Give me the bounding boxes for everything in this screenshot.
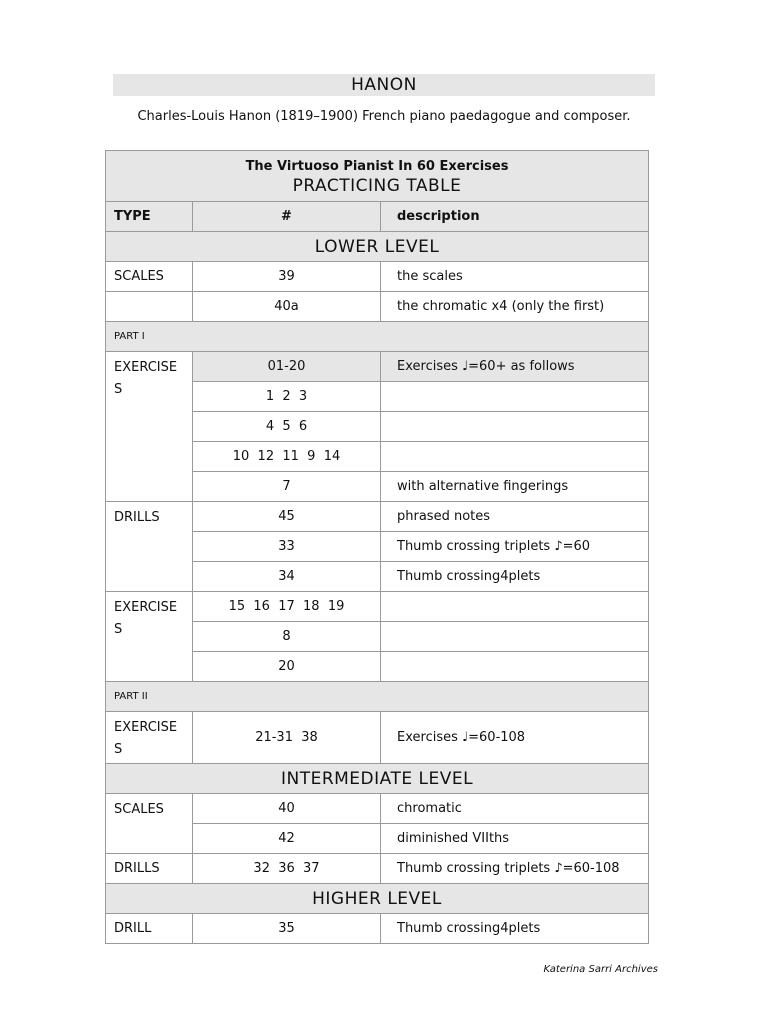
number-cell: 45 [193, 502, 381, 532]
description-cell: phrased notes [381, 502, 649, 532]
type-cell: SCALES [106, 262, 193, 292]
practicing-table [105, 150, 649, 944]
number-cell: 01-20 [193, 352, 381, 382]
intro-text: Charles-Louis Hanon (1819–1900) French piano paedagogue and composer. [137, 109, 631, 124]
description-cell: the scales [381, 262, 649, 292]
level-heading-intermediate: INTERMEDIATE LEVEL [106, 764, 649, 794]
description-cell [381, 652, 649, 682]
description-cell [381, 592, 649, 622]
number-cell: 1 2 3 [193, 382, 381, 412]
type-cell: EXERCISE S [106, 352, 193, 502]
number-cell: 8 [193, 622, 381, 652]
description-cell: with alternative fingerings [381, 472, 649, 502]
number-cell: 35 [193, 914, 381, 944]
book-title: The Virtuoso Pianist In 60 Exercises [245, 159, 509, 174]
column-header-description: description [381, 202, 649, 232]
number-cell: 20 [193, 652, 381, 682]
type-cell: DRILL [106, 914, 193, 944]
part-heading-2: PART II [106, 682, 649, 712]
number-cell: 33 [193, 532, 381, 562]
description-cell: Exercises ♩=60-108 [381, 712, 649, 764]
number-cell: 15 16 17 18 19 [193, 592, 381, 622]
table-row [106, 352, 649, 382]
column-header-type: TYPE [106, 202, 193, 232]
number-cell: 7 [193, 472, 381, 502]
type-cell: EXERCISE S [106, 712, 193, 764]
description-cell: Thumb crossing triplets ♪=60-108 [381, 854, 649, 884]
type-cell: EXERCISE S [106, 592, 193, 682]
table-row [106, 592, 649, 622]
column-header-number: # [193, 202, 381, 232]
type-cell: SCALES [106, 794, 193, 854]
table-row [106, 712, 649, 764]
number-cell: 39 [193, 262, 381, 292]
level-heading-lower: LOWER LEVEL [106, 232, 649, 262]
table-row [106, 794, 649, 824]
footer-credit: Katerina Sarri Archives [543, 964, 658, 975]
description-cell: Thumb crossing4plets [381, 562, 649, 592]
description-cell: Thumb crossing triplets ♪=60 [381, 532, 649, 562]
table-header [106, 151, 649, 202]
table-row [106, 502, 649, 532]
description-cell [381, 382, 649, 412]
number-cell: 42 [193, 824, 381, 854]
type-cell: DRILLS [106, 854, 193, 884]
description-cell: Thumb crossing4plets [381, 914, 649, 944]
number-cell: 21-31 38 [193, 712, 381, 764]
description-cell: the chromatic x4 (only the first) [381, 292, 649, 322]
number-cell: 40 [193, 794, 381, 824]
description-cell: chromatic [381, 794, 649, 824]
description-cell: diminished VIIths [381, 824, 649, 854]
part-heading-1: PART I [106, 322, 649, 352]
table-row [106, 292, 649, 322]
table-title: PRACTICING TABLE [292, 176, 462, 196]
description-cell [381, 442, 649, 472]
level-heading-higher: HIGHER LEVEL [106, 884, 649, 914]
table-row [106, 854, 649, 884]
table-row [106, 262, 649, 292]
description-cell [381, 622, 649, 652]
number-cell: 10 12 11 9 14 [193, 442, 381, 472]
number-cell: 4 5 6 [193, 412, 381, 442]
description-cell: Exercises ♩=60+ as follows [381, 352, 649, 382]
type-cell: DRILLS [106, 502, 193, 592]
number-cell: 32 36 37 [193, 854, 381, 884]
document-title: HANON [113, 74, 655, 96]
type-cell-empty [106, 292, 193, 322]
number-cell: 40a [193, 292, 381, 322]
description-cell [381, 412, 649, 442]
table-row [106, 914, 649, 944]
number-cell: 34 [193, 562, 381, 592]
